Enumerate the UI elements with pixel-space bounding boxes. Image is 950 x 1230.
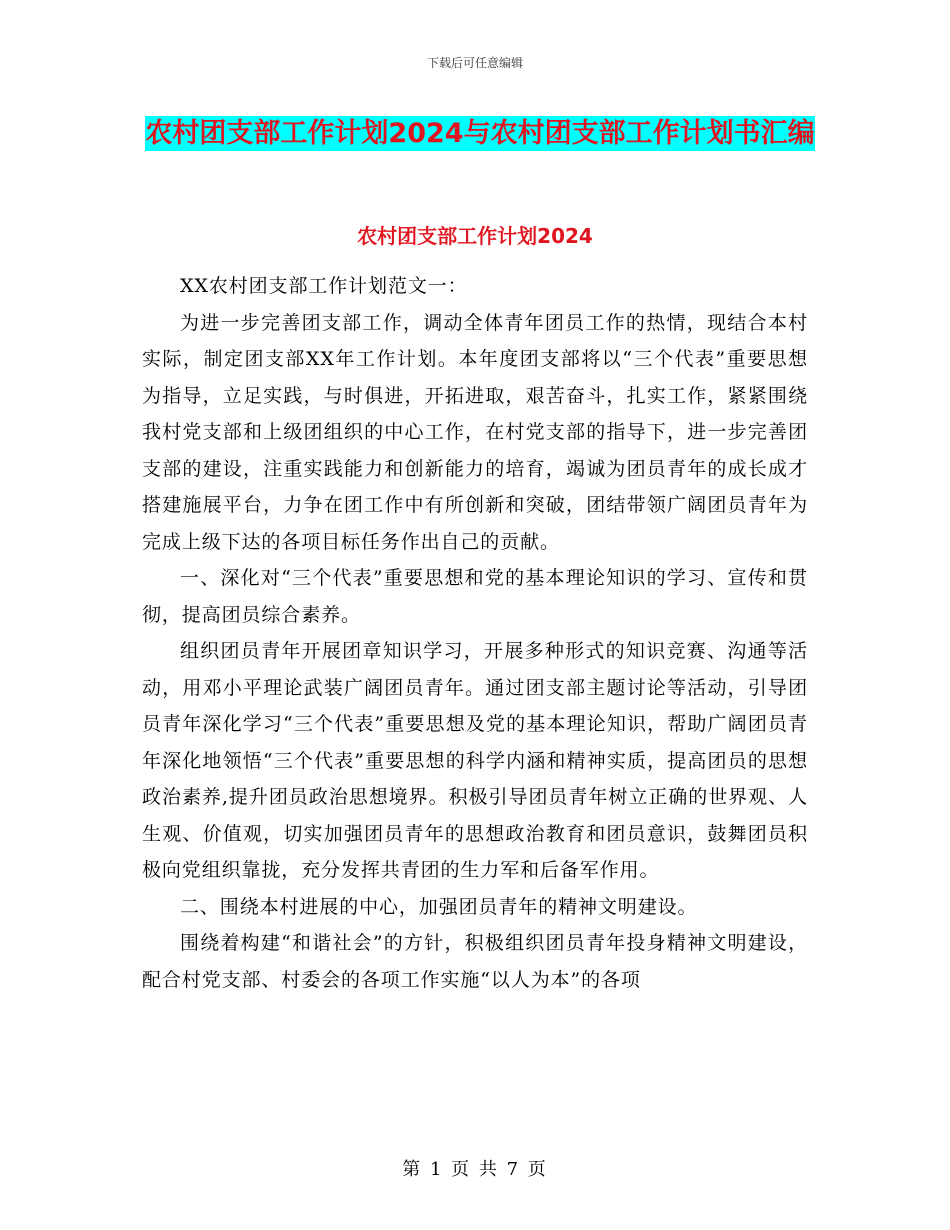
section-title: 农村团支部工作计划2024: [357, 224, 593, 248]
document-title: [140, 112, 820, 156]
header-note: 下载后可任意编辑: [426, 56, 523, 70]
page-number: 第 1 页 共 7 页: [402, 1159, 548, 1180]
paragraph: 组织团员青年开展团章知识学习，开展多种形式的知识竞赛、沟通等活动，用邓小平理论武装广阔团员青年。通过团支部主题讨论等活动，引导团员青年深化学习“三个代表”重要思想及党的基本理论知识，帮助广阔团员青年深化地领悟“三个代表”重要思想的科学内涵和精神实质，提高团员的思想政治素养,提升团员政治思想境界。积极引导团员青年树立正确的世界观、人生观、价值观，切实加强团员青年的思想政治教育和团员意识，鼓舞团员积极向党组织靠拢，充分发挥共青团的生力军和后备军作用。: [142, 640, 808, 881]
paragraph: 一、深化对“三个代表”重要思想和党的基本理论知识的学习、宣传和贯彻，提高团员综合素养。: [142, 567, 808, 626]
paragraph: XX农村团支部工作计划范文一：: [180, 275, 468, 297]
document-body: [142, 268, 808, 998]
paragraph: 围绕着构建“和谐社会”的方针，积极组织团员青年投身精神文明建设，配合村党支部、村委会的各项工作实施“以人为本”的各项: [142, 932, 808, 991]
paragraph: 二、围绕本村进展的中心，加强团员青年的精神文明建设。: [180, 895, 698, 918]
document-title-text: 农村团支部工作计划2024与农村团支部工作计划书汇编: [145, 118, 815, 149]
paragraph: 为进一步完善团支部工作，调动全体青年团员工作的热情，现结合本村实际，制定团支部XX年工作计划。本年度团支部将以“三个代表”重要思想为指导，立足实践，与时俱进，开拓进取，艰苦奋斗，扎实工作，紧紧围绕我村党支部和上级团组织的中心工作，在村党支部的指导下，进一步完善团支部的建设，注重实践能力和创新能力的培育，竭诚为团员青年的成长成才搭建施展平台，力争在团工作中有所创新和突破，团结带领广阔团员青年为完成上级下达的各项目标任务作出自己的贡献。: [142, 311, 808, 553]
